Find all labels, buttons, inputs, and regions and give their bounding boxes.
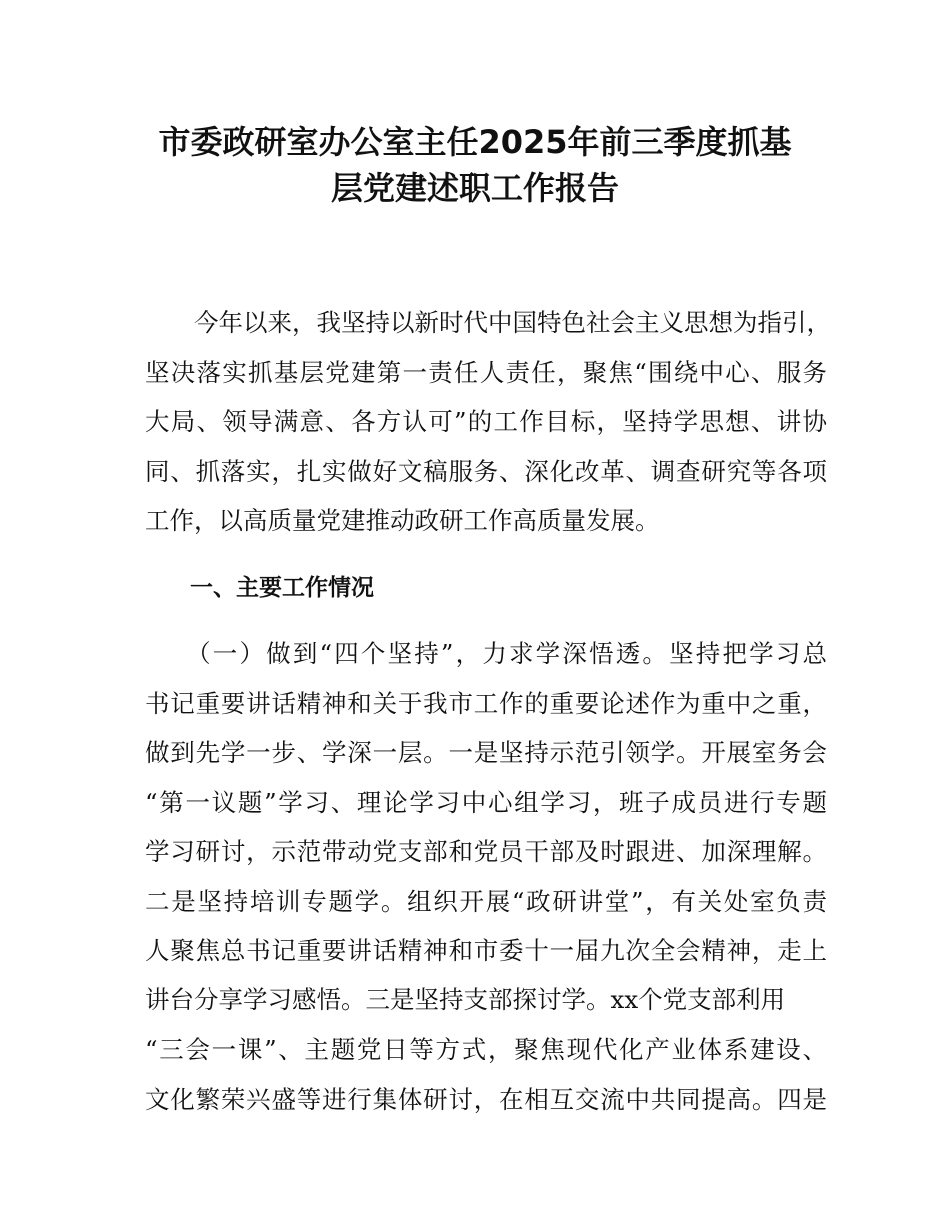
paragraph-line: 同、抓落实，扎实做好文稿服务、深化改革、调查研究等各项	[145, 457, 827, 486]
paragraph-line: 人聚焦总书记重要讲话精神和市委十一届九次全会精神，走上	[145, 936, 827, 965]
paragraph-line: （一）做到“四个坚持”，力求学深悟透。坚持把学习总	[145, 639, 827, 668]
paragraph-line: 工作，以高质量党建推动政研工作高质量发展。	[145, 506, 660, 535]
paragraph-line: “三会一课”、主题党日等方式，聚焦现代化产业体系建设、	[145, 1035, 827, 1064]
paragraph-line: 二是坚持培训专题学。组织开展“政研讲堂”，有关处室负责	[145, 887, 827, 916]
section-heading: 一、主要工作情况	[190, 575, 374, 601]
paragraph-line: 文化繁荣兴盛等进行集体研讨，在相互交流中共同提高。四是	[145, 1085, 827, 1114]
paragraph-line: 讲台分享学习感悟。三是坚持支部探讨学。xx个党支部利用	[145, 985, 786, 1014]
paragraph-line: 学习研讨，示范带动党支部和党员干部及时跟进、加深理解。	[145, 837, 827, 866]
paragraph-line: 今年以来，我坚持以新时代中国特色社会主义思想为指引，	[145, 308, 831, 337]
document-title-line-2: 层党建述职工作报告	[330, 169, 619, 207]
paragraph-line: 书记重要讲话精神和关于我市工作的重要论述作为重中之重，	[145, 689, 827, 718]
document-title-line-1: 市委政研室办公室主任2025年前三季度抓基	[158, 123, 792, 161]
paragraph-line: 大局、领导满意、各方认可”的工作目标，坚持学思想、讲协	[145, 407, 827, 436]
paragraph-line: 做到先学一步、学深一层。一是坚持示范引领学。开展室务会	[145, 738, 827, 767]
paragraph-line: “第一议题”学习、理论学习中心组学习，班子成员进行专题	[145, 788, 827, 817]
paragraph-line: 坚决落实抓基层党建第一责任人责任，聚焦“围绕中心、服务	[145, 358, 827, 387]
